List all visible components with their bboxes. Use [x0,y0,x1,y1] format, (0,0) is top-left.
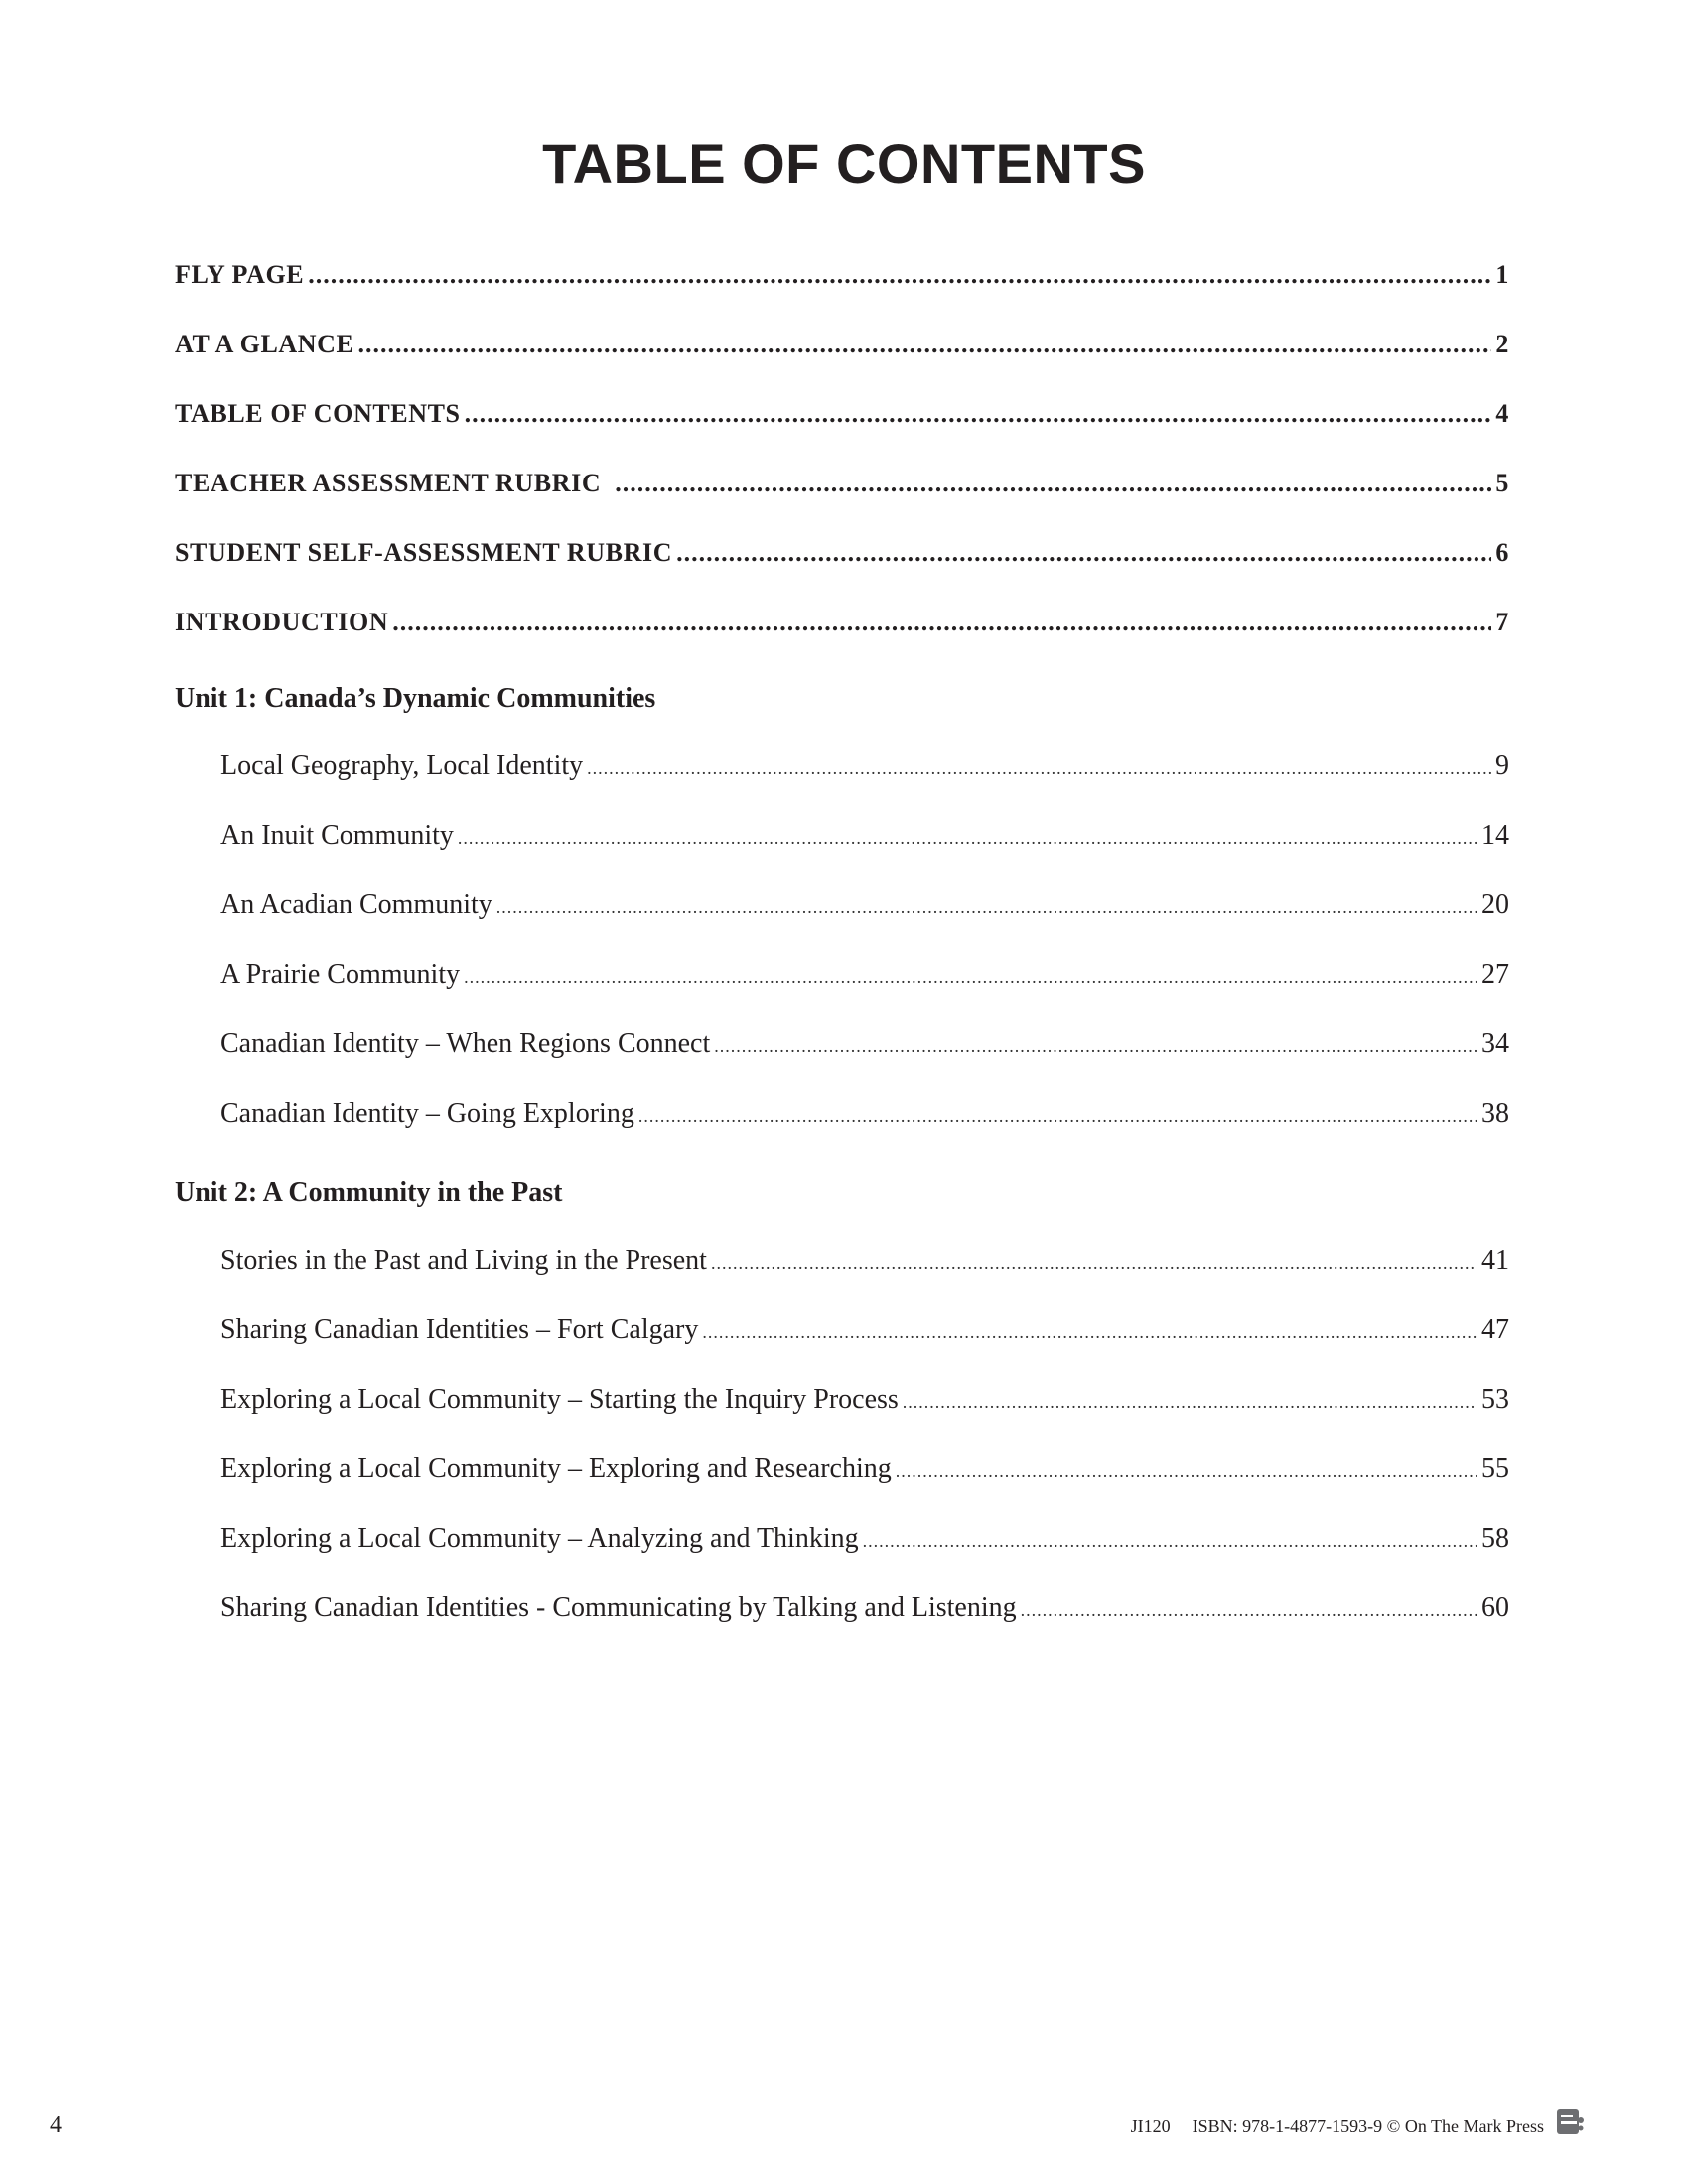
toc-entry-page: 5 [1495,469,1509,497]
toc-entry-label: A Prairie Community [220,959,461,990]
toc-entry-page: 47 [1481,1314,1509,1345]
product-code: JI120 [1130,2116,1171,2136]
footer-info [1131,2116,1544,2137]
toc-entry-label: Sharing Canadian Identities – Fort Calgary [220,1314,699,1345]
dot-leader [714,1036,1477,1057]
toc-entry-starting-inquiry[interactable] [220,1384,1509,1416]
toc-entry-label: Exploring a Local Community – Starting the Inquiry Process [220,1384,899,1415]
dot-leader [676,538,1491,568]
toc-entry-label: Sharing Canadian Identities - Communicating by Talking and Listening [220,1592,1017,1623]
dot-leader [458,828,1477,849]
toc-entry-label: Canadian Identity – Going Exploring [220,1098,634,1129]
toc-entry-when-regions-connect[interactable] [220,1028,1509,1060]
toc-entry-page: 53 [1481,1384,1509,1415]
page-title: TABLE OF CONTENTS [542,132,1146,195]
dot-leader [896,1461,1477,1482]
toc-entry-label: TABLE OF CONTENTS [175,399,461,428]
dot-leader [1021,1600,1477,1621]
toc-entry-label: Local Geography, Local Identity [220,751,584,781]
toc-entry-label: Canadian Identity – When Regions Connect [220,1028,711,1059]
toc-entry-label: FLY PAGE [175,260,305,289]
dot-leader [357,330,1491,359]
dot-leader [863,1531,1477,1552]
dot-leader [308,260,1491,290]
unit-1-heading: Unit 1: Canada’s Dynamic Communities [175,683,656,714]
dot-leader [587,758,1491,779]
toc-entry-exploring-researching[interactable] [220,1453,1509,1485]
dot-leader [392,608,1491,637]
toc-entry-page: 20 [1481,889,1509,920]
toc-entry-label: An Inuit Community [220,820,454,851]
toc-entry-introduction[interactable] [175,608,1509,637]
toc-entry-label: INTRODUCTION [175,608,389,636]
dot-leader [465,399,1492,429]
unit-2-heading: Unit 2: A Community in the Past [175,1177,563,1208]
toc-entry-page: 60 [1481,1592,1509,1623]
toc-entry-page: 6 [1495,538,1509,567]
isbn-copyright: ISBN: 978-1-4877-1593-9 © On The Mark Press [1192,2116,1544,2136]
on-the-mark-press-logo-icon [1555,2107,1585,2136]
toc-entry-inuit-community[interactable] [220,820,1509,852]
toc-entry-fort-calgary[interactable] [220,1314,1509,1346]
toc-entry-label: Exploring a Local Community – Analyzing and Thinking [220,1523,859,1554]
dot-leader [903,1392,1477,1413]
dot-leader [638,1106,1477,1127]
toc-entry-teacher-assessment-rubric[interactable] [175,469,1509,498]
dot-leader [496,897,1477,918]
toc-entry-stories-in-the-past[interactable] [220,1245,1509,1277]
toc-entry-page: 9 [1495,751,1509,781]
toc-entry-page: 38 [1481,1098,1509,1129]
toc-entry-analyzing-thinking[interactable] [220,1523,1509,1555]
dot-leader [615,469,1491,498]
dot-leader [464,967,1477,988]
toc-entry-page: 2 [1495,330,1509,358]
page-number: 4 [50,2113,62,2138]
toc-entry-label: Stories in the Past and Living in the Present [220,1245,707,1276]
toc-entry-label: AT A GLANCE [175,330,354,358]
toc-entry-local-geography[interactable] [220,751,1509,782]
toc-entry-page: 34 [1481,1028,1509,1059]
toc-entry-page: 27 [1481,959,1509,990]
toc-entry-communicating[interactable] [220,1592,1509,1624]
toc-entry-student-self-assessment-rubric[interactable] [175,538,1509,568]
toc-entry-page: 55 [1481,1453,1509,1484]
toc-entry-label: STUDENT SELF-ASSESSMENT RUBRIC [175,538,673,567]
toc-entry-page: 58 [1481,1523,1509,1554]
toc-entry-page: 41 [1481,1245,1509,1276]
toc-entry-page: 14 [1481,820,1509,851]
toc-entry-table-of-contents[interactable] [175,399,1509,429]
toc-entry-fly-page[interactable] [175,260,1509,290]
toc-entry-page: 1 [1495,260,1509,289]
toc-entry-page: 4 [1495,399,1509,428]
toc-entry-label: TEACHER ASSESSMENT RUBRIC [175,469,602,497]
toc-entry-label: Exploring a Local Community – Exploring and Researching [220,1453,892,1484]
toc-entry-at-a-glance[interactable] [175,330,1509,359]
toc-entry-label: An Acadian Community [220,889,492,920]
toc-entry-prairie-community[interactable] [220,959,1509,991]
toc-entry-going-exploring[interactable] [220,1098,1509,1130]
toc-entry-acadian-community[interactable] [220,889,1509,921]
dot-leader [711,1253,1477,1274]
dot-leader [702,1322,1477,1343]
toc-entry-page: 7 [1495,608,1509,636]
